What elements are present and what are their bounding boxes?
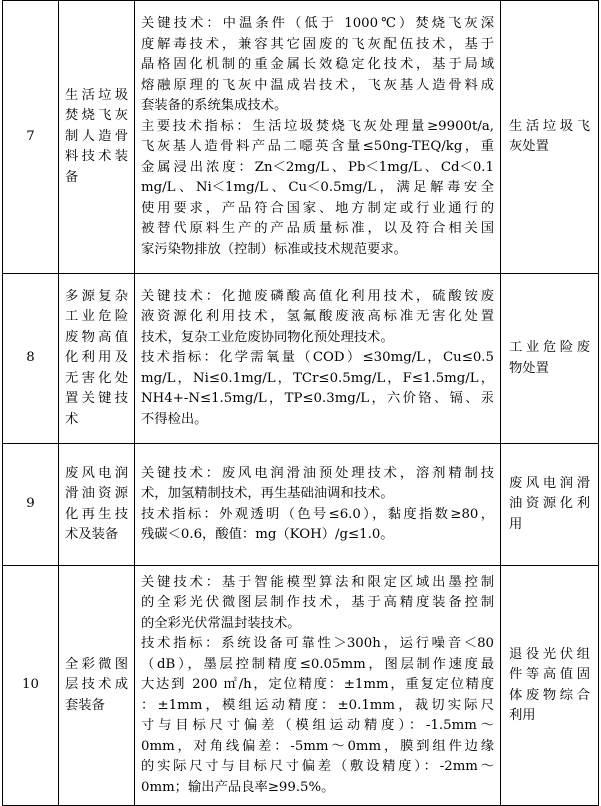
name-line: 生活垃圾: [65, 87, 128, 103]
technology-content: [135, 274, 501, 444]
name-line: 滑油资源: [65, 486, 128, 501]
content-line: 大达到 200 ㎡/h，定位精度：±1mm，重复定位精度: [141, 677, 494, 693]
use-line: 退役光伏组: [509, 646, 590, 662]
name-line: 工业危险: [65, 309, 128, 325]
application-field: [501, 566, 599, 806]
name-line: 套装备: [65, 697, 105, 713]
content-line: 晶格固化机制的重金属长效稳定化技术，基于局域: [141, 57, 494, 72]
name-line: 废风电润: [65, 465, 128, 481]
content-line: 主要技术指标：生活垃圾焚烧飞灰处理量≥9900t/a,: [141, 118, 494, 134]
use-line: 工业危险废: [509, 340, 590, 355]
use-line: 废风电润滑: [509, 475, 590, 491]
content-line: 金属浸出浓度：Zn＜2mg/L、Pb＜1mg/L、Cd＜0.1: [141, 159, 494, 175]
technology-content: [135, 1, 501, 274]
row-number: 7: [3, 1, 59, 274]
technology-name: [59, 1, 135, 274]
table-row: [3, 274, 599, 444]
content-line: 技术指标：化学需氧量（COD）≤30mg/L，Cu≤0.5: [141, 350, 494, 366]
name-line: 置关键技: [65, 391, 128, 407]
name-line: 化再生技: [65, 506, 128, 522]
name-line: 备: [65, 169, 79, 185]
content-line: 关键技术：基于智能模型算法和限定区域出墨控制: [141, 574, 494, 590]
technology-name: [59, 274, 135, 444]
name-line: 全彩微图: [65, 656, 128, 672]
use-line: 用: [509, 516, 523, 532]
content-line: 使用要求，产品符合国家、地方制定或行业通行的: [141, 200, 494, 216]
use-line: 灰处置: [509, 139, 549, 154]
name-line: 废物高值: [65, 329, 128, 345]
content-line: 的实际尺寸与目标尺寸偏差（敷设精度）：-2mm～: [141, 759, 494, 775]
content-line: 技术指标：系统设备可靠性＞300h，运行噪音＜80: [141, 636, 494, 652]
use-line: 油资源化利: [509, 496, 590, 512]
content-line: 被替代原料生产的产品质量标准，以及符合相关国: [141, 221, 494, 236]
row-number: 8: [3, 274, 59, 444]
use-line: 物处置: [509, 360, 549, 376]
table-body: [3, 1, 599, 806]
table-row: [3, 444, 599, 566]
name-line: 制人造骨: [65, 128, 128, 144]
content-line: 液资源化利用技术，氢氟酸废液高标准无害化处置: [141, 309, 494, 325]
content-line: ：±1mm，模组运动精度：±0.1mm，裁切实际尺: [141, 697, 494, 713]
application-field: [501, 274, 599, 444]
application-field: [501, 444, 599, 566]
name-line: 术及装备: [65, 527, 119, 542]
content-line: 术，加氢精制技术，再生基础油调和技术。: [141, 486, 394, 501]
content-line: mg/L、Ni＜1mg/L、Cu＜0.5mg/L，满足解毒安全: [141, 180, 494, 195]
row-number: 10: [3, 566, 59, 806]
technology-content: [135, 566, 501, 806]
table-row: [3, 566, 599, 806]
row-number: 9: [3, 444, 59, 566]
technology-table: [2, 0, 599, 806]
name-line: 料技术装: [65, 149, 128, 165]
use-line: 生活垃圾飞: [509, 118, 590, 134]
name-line: 多源复杂: [65, 288, 128, 304]
table-row: [3, 1, 599, 274]
content-line: 0mm，对角线偏差：-5mm～0mm，膜到组件边缘: [141, 738, 494, 754]
content-line: 不得检出。: [141, 411, 208, 427]
content-line: （dB），墨层控制精度≤0.05mm，图层制作速度最: [141, 656, 494, 672]
content-line: 飞灰基人造骨料产品二噁英含量≤50ng-TEQ/kg，重: [141, 139, 494, 154]
technology-name: [59, 444, 135, 566]
content-line: 技术，复杂工业危废协同物化预处理技术。: [141, 329, 394, 345]
content-line: 关键技术：中温条件（低于 1000℃）焚烧飞灰深: [141, 16, 494, 31]
name-line: 焚烧飞灰: [65, 108, 128, 124]
use-line: 件等高值固: [509, 667, 590, 682]
name-line: 无害化处: [65, 370, 128, 386]
content-line: NH4+-N≤1.5mg/L，TP≤0.3mg/L，六价铬、镉、汞: [141, 391, 494, 407]
content-line: 家污染物排放（控制）标准或技术规范要求。: [141, 241, 407, 257]
name-line: 术: [65, 411, 79, 427]
content-line: 熔融原理的飞灰中温成岩技术，飞灰基人造骨料成: [141, 77, 494, 93]
content-line: 关键技术：废风电润滑油预处理技术，溶剂精制技: [141, 465, 494, 481]
content-line: 的全彩光伏常温封装技术。: [141, 615, 301, 631]
content-line: 0mm；输出产品良率≥99.5%。: [141, 779, 335, 795]
content-line: 的全彩光伏微图层制作技术，基于高精度装备控制: [141, 595, 494, 611]
content-line: mg/L，Ni≤0.1mg/L，TCr≤0.5mg/L，F≤1.5mg/L，: [141, 370, 494, 386]
name-line: 层技术成: [65, 677, 128, 693]
use-line: 体废物综合: [509, 687, 590, 703]
technology-name: [59, 566, 135, 806]
content-line: 度解毒技术，兼容其它固废的飞灰配伍技术，基于: [141, 36, 494, 52]
use-line: 利用: [509, 708, 536, 723]
content-line: 技术指标：外观透明（色号≤6.0），黏度指数≥80，: [141, 506, 494, 522]
content-line: 残碳＜0.6，酸值：mg（KOH）/g≤1.0。: [141, 527, 394, 542]
name-line: 化利用及: [65, 350, 128, 366]
content-line: 寸与目标尺寸偏差（模组运动精度）：-1.5mm～: [141, 718, 494, 734]
application-field: [501, 1, 599, 274]
content-line: 关键技术：化抛废磷酸高值化利用技术，硫酸铵废: [141, 288, 494, 304]
content-line: 套装备的系统集成技术。: [141, 98, 288, 113]
technology-content: [135, 444, 501, 566]
